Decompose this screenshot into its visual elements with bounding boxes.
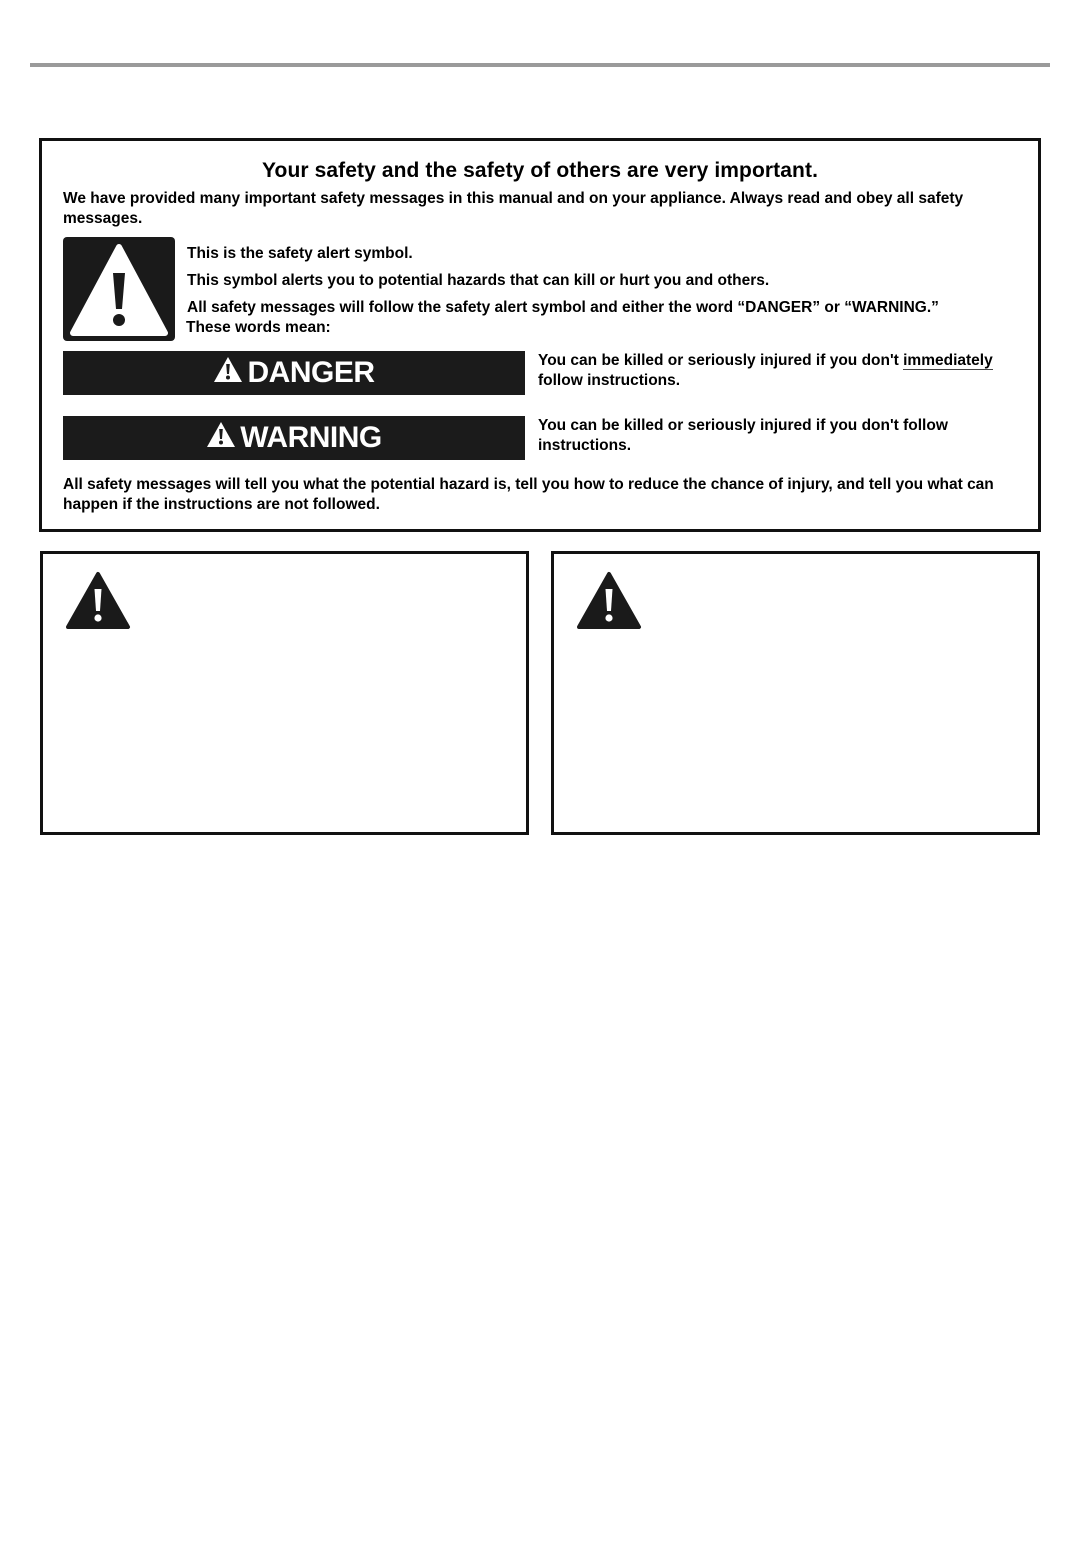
warning-triangle-icon	[576, 571, 642, 636]
symbol-line: All safety messages will follow the safety alert symbol and either the word “DANGER” or “WARNING.”	[187, 299, 939, 316]
top-rule	[30, 63, 1050, 67]
warning-box-left	[40, 551, 529, 835]
warning-description: You can be killed or seriously injured if you don't follow instructions.	[538, 417, 948, 454]
warning-bar	[63, 416, 525, 460]
safety-notice-box	[39, 138, 1041, 532]
danger-text-emphasis: immediately	[903, 352, 993, 369]
warning-triangle-icon	[213, 356, 243, 391]
symbol-explanation	[187, 244, 1037, 325]
warning-label: WARNING	[240, 421, 382, 454]
safety-title: Your safety and the safety of others are very important.	[261, 159, 819, 182]
symbol-line: This is the safety alert symbol.	[187, 245, 413, 262]
safety-outro: All safety messages will tell you what the potential hazard is, tell you how to reduce the chance of injury, and tell you what can happen if the instructions are not followed.	[63, 476, 994, 513]
danger-text-end: follow instructions.	[538, 372, 681, 389]
danger-label: DANGER	[247, 356, 375, 389]
symbol-line: This symbol alerts you to potential hazards that can kill or hurt you and others.	[187, 272, 770, 289]
warning-box-right	[551, 551, 1040, 835]
words-mean-label: These words mean:	[186, 319, 331, 336]
danger-description	[538, 351, 1033, 391]
warning-triangle-icon	[206, 421, 236, 456]
safety-intro: We have provided many important safety messages in this manual and on your appliance. Always read and obey all safety messages.	[63, 190, 964, 227]
warning-triangle-icon	[65, 571, 131, 636]
danger-text-start: You can be killed or seriously injured if you don't	[538, 352, 904, 369]
safety-alert-symbol-icon	[63, 237, 175, 341]
danger-bar	[63, 351, 525, 395]
